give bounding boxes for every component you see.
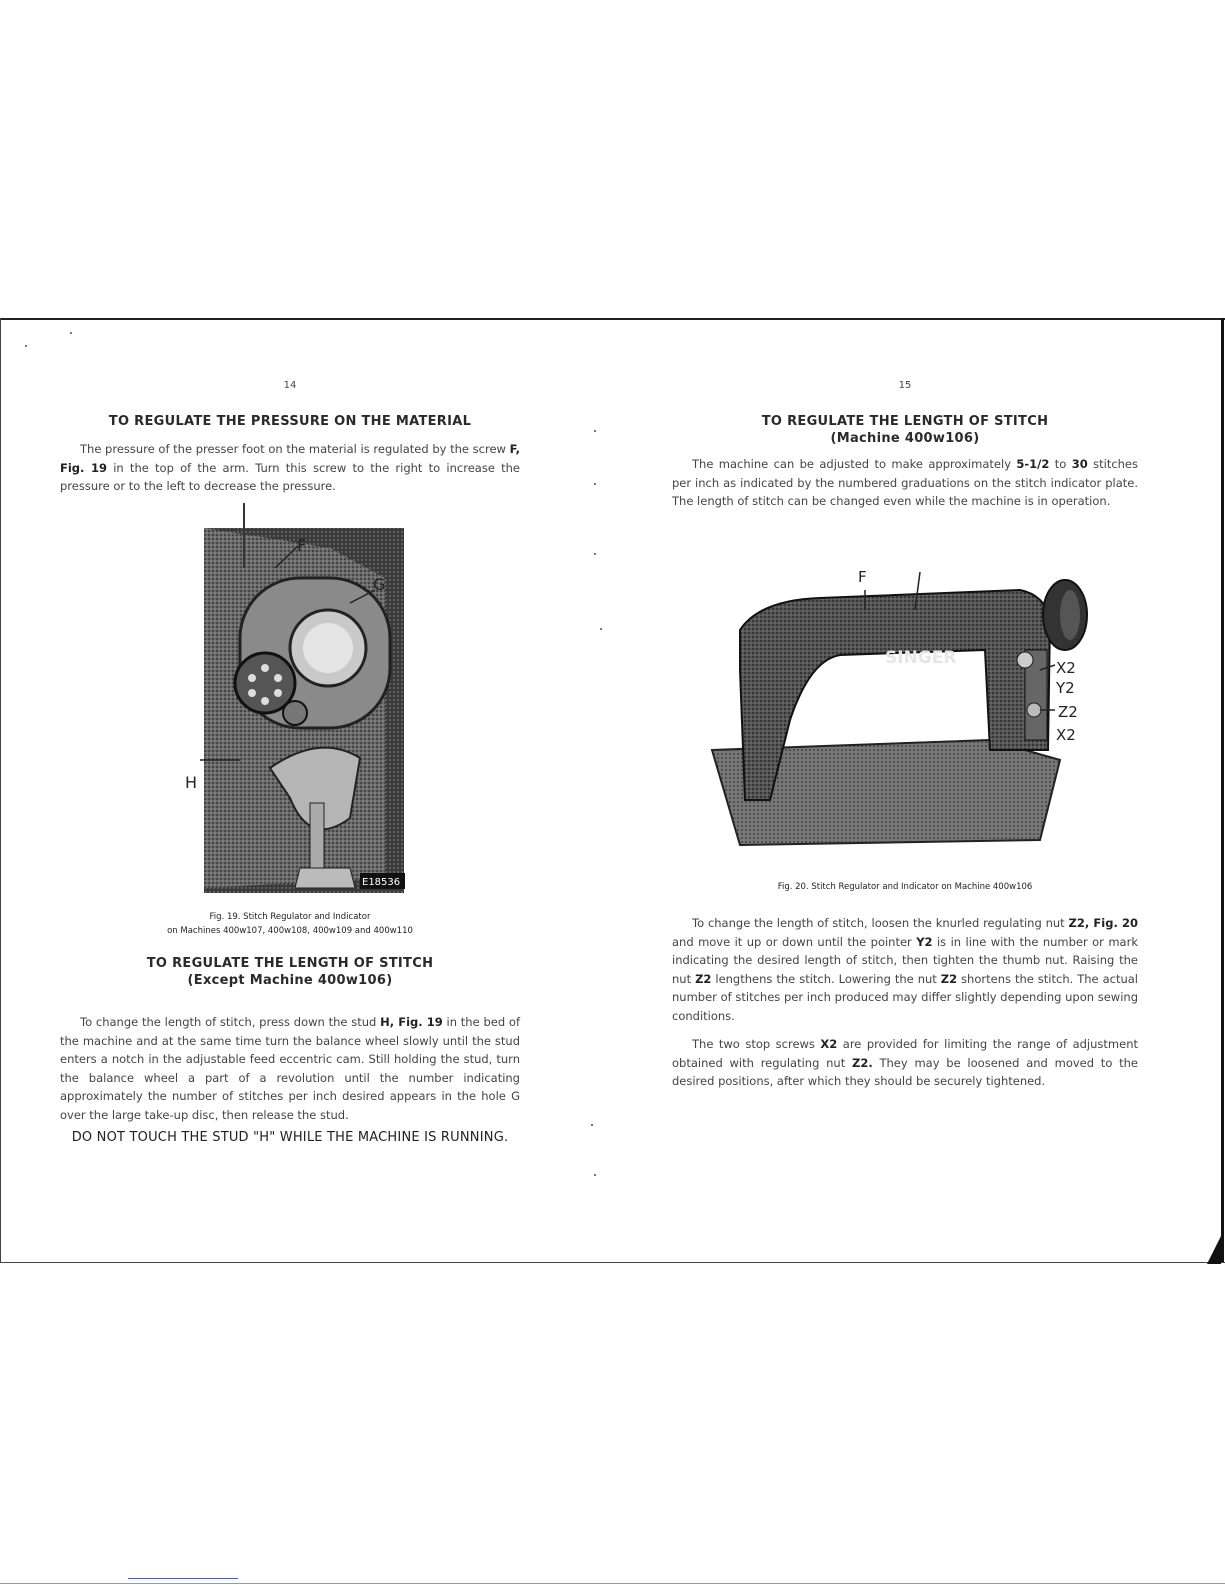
blue-line bbox=[128, 1578, 238, 1579]
figure-20-image bbox=[700, 560, 1100, 850]
scan-speck bbox=[594, 553, 596, 555]
figure-stamp: E18536 bbox=[362, 877, 401, 888]
stud-paragraph: To change the length of stitch, press down the stud H, Fig. 19 in the bed of the machine and at the same time turn the balance wheel slowly until the stud enters a notch in the adjustable feed eccentric cam. Still holding the stud, turn the balance wheel a part of a revolution until the number indicating approximately the number of stitches per inch desired appears in the hole G over the large take-up disc, then release the stud. bbox=[60, 1015, 520, 1122]
right-border bbox=[1221, 318, 1224, 1263]
warning-text: DO NOT TOUCH THE STUD "H" WHILE THE MACHINE IS RUNNING. bbox=[71, 1130, 509, 1145]
scan-speck bbox=[594, 1174, 596, 1176]
label-z2: Z2 bbox=[1058, 703, 1078, 721]
stitch-length-body-right bbox=[672, 904, 1138, 1091]
pressure-paragraph: The pressure of the presser foot on the material is regulated by the screw F, Fig. 19 in the top of the arm. Turn this screw to the right to increase the pressure or to the left to decrease the pressure. bbox=[60, 442, 520, 493]
bottom-thin-line bbox=[0, 1583, 1225, 1584]
singer-brand-text: SINGER bbox=[885, 648, 957, 668]
section-heading: TO REGULATE THE PRESSURE ON THE MATERIAL bbox=[108, 414, 472, 429]
right-page bbox=[672, 380, 1138, 511]
figure-20-caption: Fig. 20. Stitch Regulator and Indicator on Machine 400w106 bbox=[777, 882, 1033, 892]
figure-19-caption: Fig. 19. Stitch Regulator and Indicator on Machines 400w107, 400w108, 400w109 and 400w110 bbox=[167, 912, 413, 936]
page-number: 15 bbox=[898, 380, 912, 391]
scan-speck bbox=[594, 483, 596, 485]
scan-speck bbox=[70, 332, 72, 334]
scan-speck bbox=[591, 1124, 593, 1126]
regulating-nut-paragraph: To change the length of stitch, loosen the knurled regulating nut Z2, Fig. 20 and move it up or down until the pointer Y2 is in line with the number or mark indicating the desired length of stitch, then tighten the thumb nut. Raising the nut Z2 lengthens the stitch. Lowering the nut Z2 shortens the stitch. The actual number of stitches per inch produced may differ slightly depending upon sewing conditions. bbox=[672, 916, 1138, 1023]
label-x2-top: X2 bbox=[1056, 659, 1076, 677]
top-rule bbox=[0, 318, 1225, 320]
section-heading: TO REGULATE THE LENGTH OF STITCH bbox=[761, 414, 1049, 429]
page-number: 14 bbox=[283, 380, 297, 391]
scan-speck bbox=[600, 628, 602, 630]
label-f: F bbox=[297, 536, 307, 555]
scan-speck bbox=[594, 430, 596, 432]
left-border bbox=[0, 318, 1, 1263]
label-g: G bbox=[373, 575, 386, 594]
stop-screws-paragraph: The two stop screws X2 are provided for limiting the range of adjustment obtained with regulating nut Z2. They may be loosened and moved to the desired positions, after which they should be securely tightened. bbox=[672, 1037, 1138, 1088]
left-page bbox=[60, 380, 520, 496]
scan-speck bbox=[25, 345, 27, 347]
label-f: F bbox=[858, 568, 867, 586]
label-h: H bbox=[185, 773, 198, 792]
bottom-rule bbox=[0, 1262, 1225, 1263]
label-y2: Y2 bbox=[1056, 679, 1075, 697]
corner-mark bbox=[1207, 1236, 1221, 1264]
section-subheading: (Machine 400w106) bbox=[830, 431, 980, 446]
stitch-length-heading-left: TO REGULATE THE LENGTH OF STITCH (Except Machine 400w106) bbox=[146, 956, 434, 988]
figure-19-image bbox=[180, 498, 430, 898]
adjust-paragraph: The machine can be adjusted to make approximately 5-1/2 to 30 stitches per inch as indicated by the numbered graduations on the stitch indicator plate. The length of stitch can be changed even while the machine is in operation. bbox=[672, 457, 1139, 508]
stitch-length-body-left bbox=[60, 1003, 520, 1145]
label-x2-bottom: X2 bbox=[1056, 726, 1076, 744]
